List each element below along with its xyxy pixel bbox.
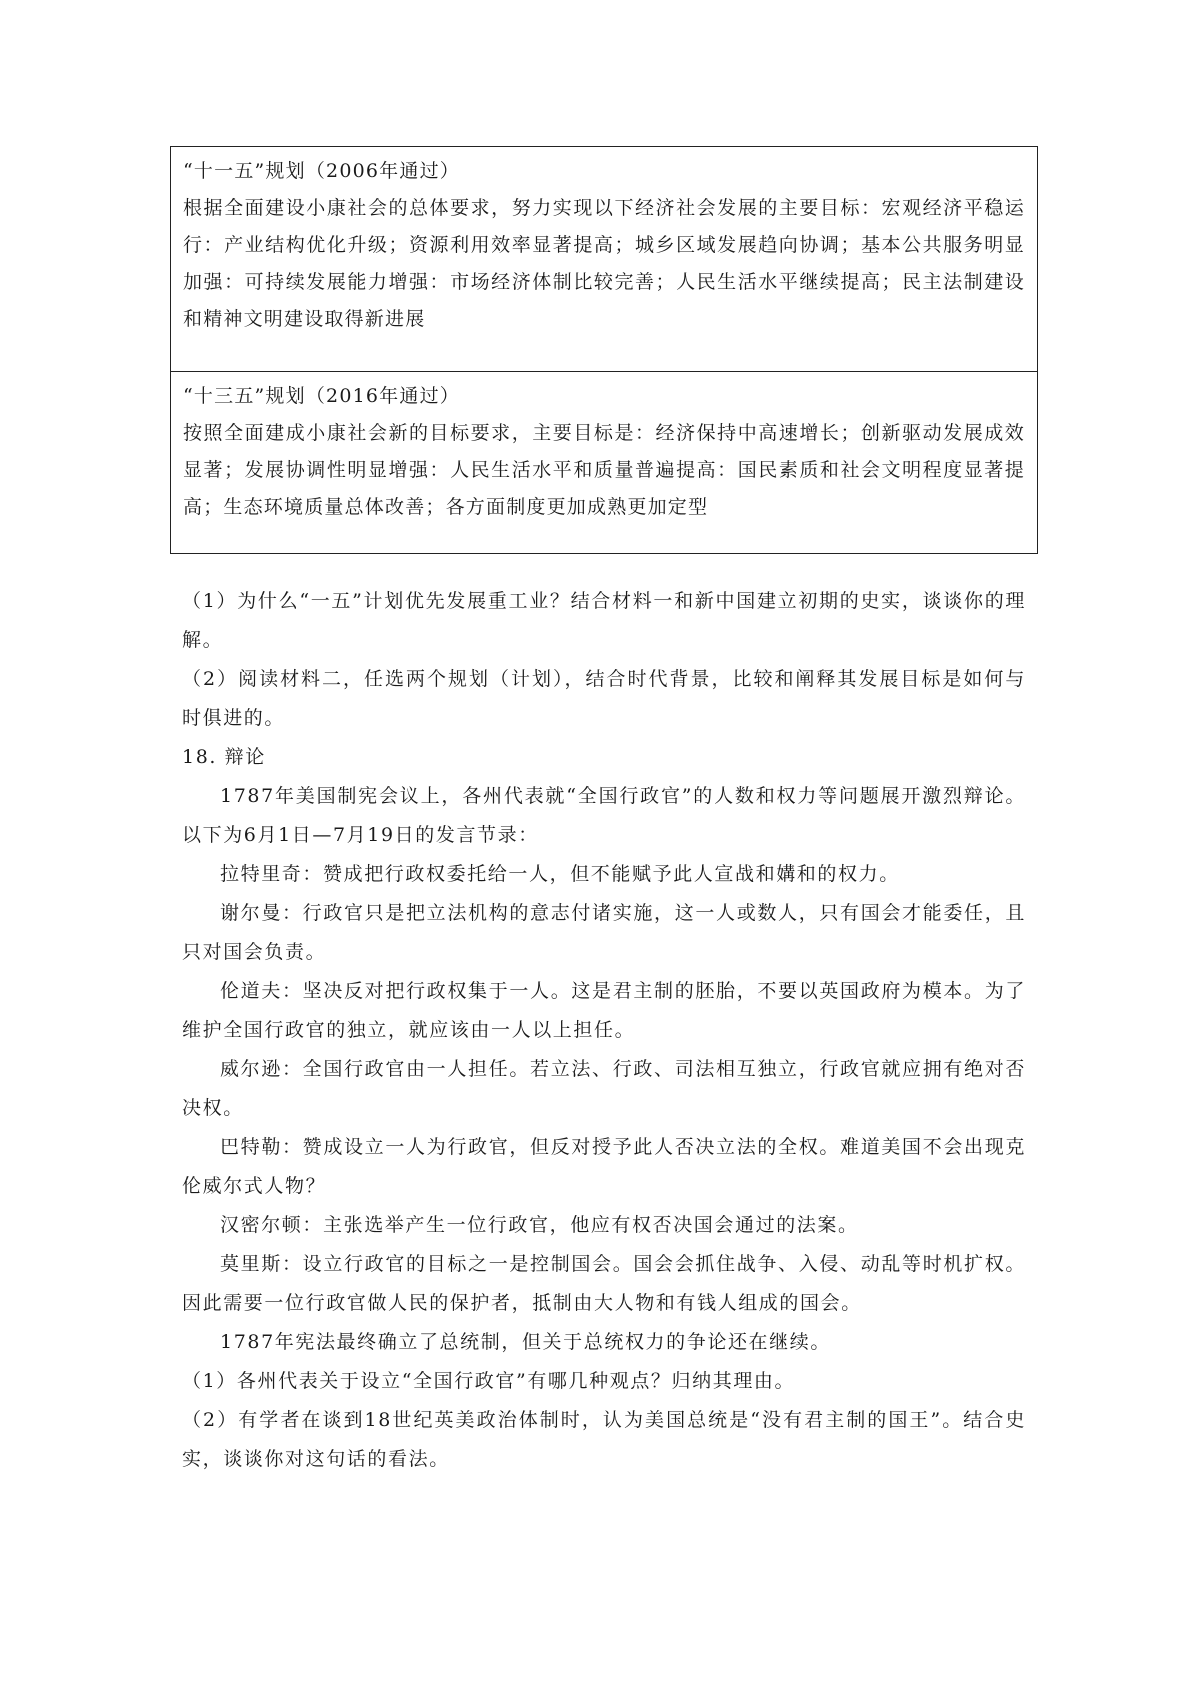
plan-title: “十一五”规划（2006年通过）: [183, 160, 460, 182]
q18-part1: （1）各州代表关于设立“全国行政官”有哪几种观点？归纳其理由。: [182, 1370, 796, 1392]
speech-rutledge: 拉特里奇：赞成把行政权委托给一人，但不能赋予此人宣战和媾和的权力。: [220, 863, 900, 885]
q17-part2: （2）阅读材料二，任选两个规划（计划），结合时代背景，比较和阐释其发展目标是如何与时俱进的。: [182, 668, 1026, 729]
plan-cell-13th-five-year: [171, 371, 1037, 553]
q18-conclusion: 1787年宪法最终确立了总统制，但关于总统权力的争论还在继续。: [220, 1331, 831, 1353]
question-content: [182, 582, 1026, 1479]
speech-morris: 莫里斯：设立行政官的目标之一是控制国会。国会会抓住战争、入侵、动乱等时机扩权。因此需要一位行政官做人民的保护者，抵制由大人物和有钱人组成的国会。: [182, 1253, 1026, 1314]
plan-cell-11th-five-year: [171, 147, 1037, 371]
plan-body: 根据全面建设小康社会的总体要求，努力实现以下经济社会发展的主要目标：宏观经济平稳运行：产业结构优化升级；资源利用效率显著提高；城乡区域发展趋向协调；基本公共服务明显加强：可持续发展能力增强：市场经济体制比较完善；人民生活水平继续提高；民主法制建设和精神文明建设取得新进展: [183, 197, 1025, 330]
speech-randolph: 伦道夫：坚决反对把行政权集于一人。这是君主制的胚胎，不要以英国政府为模本。为了维护全国行政官的独立，就应该由一人以上担任。: [182, 980, 1026, 1041]
plan-body: 按照全面建成小康社会新的目标要求，主要目标是：经济保持中高速增长；创新驱动发展成效显著；发展协调性明显增强：人民生活水平和质量普遍提高：国民素质和社会文明程度显著提高；生态环境质量总体改善；各方面制度更加成熟更加定型: [183, 422, 1025, 518]
q18-heading: 18. 辩论: [182, 746, 266, 768]
q18-intro: 1787年美国制宪会议上，各州代表就“全国行政官”的人数和权力等问题展开激烈辩论。以下为6月1日—7月19日的发言节录：: [182, 785, 1026, 846]
q17-part1: （1）为什么“一五”计划优先发展重工业？结合材料一和新中国建立初期的史实，谈谈你的理解。: [182, 590, 1026, 651]
plan-title: “十三五”规划（2016年通过）: [183, 385, 460, 407]
material-two-table: [170, 146, 1038, 554]
speech-wilson: 威尔逊：全国行政官由一人担任。若立法、行政、司法相互独立，行政官就应拥有绝对否决权。: [182, 1058, 1026, 1119]
speech-hamilton: 汉密尔顿：主张选举产生一位行政官，他应有权否决国会通过的法案。: [220, 1214, 859, 1236]
q18-part2: （2）有学者在谈到18世纪英美政治体制时，认为美国总统是“没有君主制的国王”。结合史实，谈谈你对这句话的看法。: [182, 1409, 1026, 1470]
speech-sherman: 谢尔曼：行政官只是把立法机构的意志付诸实施，这一人或数人，只有国会才能委任，且只对国会负责。: [182, 902, 1026, 963]
speech-butler: 巴特勒：赞成设立一人为行政官，但反对授予此人否决立法的全权。难道美国不会出现克伦威尔式人物？: [182, 1136, 1026, 1197]
